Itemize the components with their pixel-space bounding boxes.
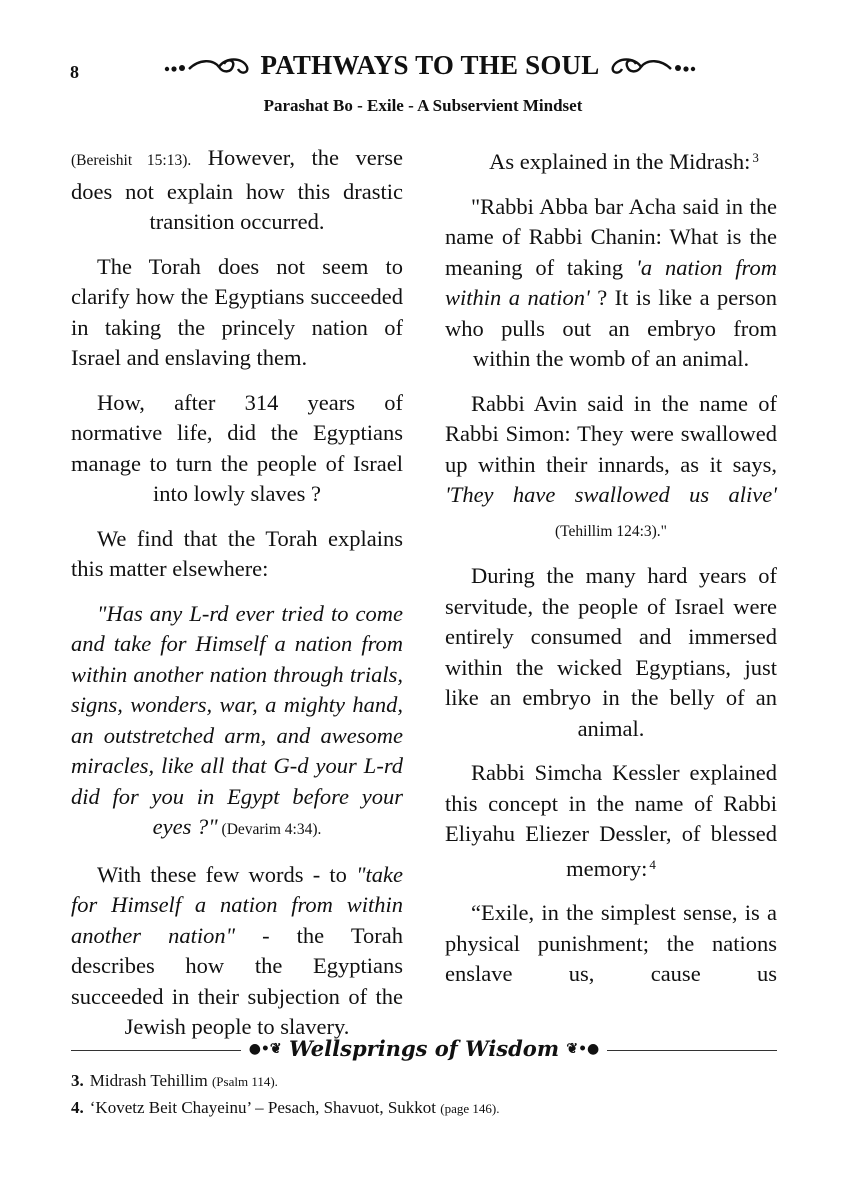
footnote: 3. Midrash Tehillim (Psalm 114). <box>71 1071 278 1090</box>
footnotes <box>71 1068 777 1122</box>
citation: (Tehillim 124:3)." <box>554 522 667 540</box>
paragraph <box>71 599 403 846</box>
paragraph: With these few words - to "take for Himself a nation from within another nation" - the Torah describes how the Egyptians succeeded in their subjection of the Jewish people to slavery. <box>71 861 403 1039</box>
footnote-marker: 3 <box>752 150 759 165</box>
left-flourish-icon <box>161 53 251 79</box>
header-subtitle: Parashat Bo - Exile - A Subservient Mindset <box>263 96 583 115</box>
verse-quote: "take for Himself a nation from within another nation" <box>71 861 403 948</box>
verse-quote: "Has any L-rd ever tried to come and take for Himself a nation from within another nation through trials, signs, wonders, war, a mighty hand, an outstretched arm, and awesome miracles, like all that G-d your L-rd did for you in Egypt before your eyes ?" <box>71 600 403 839</box>
paragraph: "Rabbi Abba bar Acha said in the name of Rabbi Chanin: What is the meaning of taking 'a nation from within a nation' ? It is like a person who pulls out an embryo from within the womb of an animal. <box>445 193 778 371</box>
header-title: PATHWAYS TO THE SOUL <box>260 50 600 80</box>
footnote: 4. ‘Kovetz Beit Chayeinu’ – Pesach, Shavuot, Sukkot (page 146). <box>71 1098 500 1117</box>
verse-quote: 'a nation from within a nation' <box>445 254 777 310</box>
paragraph: We find that the Torah explains this matter elsewhere: <box>71 525 403 581</box>
footnote-divider <box>71 1036 777 1064</box>
left-column <box>71 143 403 1057</box>
paragraph: During the many hard years of servitude, the people of Israel were entirely consumed and immersed within the wicked Egyptians, just like an embryo in the belly of an animal. <box>445 563 777 741</box>
paragraph: How, after 314 years of normative life, did the Egyptians manage to turn the people of Israel into lowly slaves ? <box>71 389 403 506</box>
right-flourish-icon <box>609 53 699 79</box>
paragraph: As explained in the Midrash: $^3$ <box>489 149 759 174</box>
ornament-icon: ❦•● <box>566 1041 600 1057</box>
paragraph: The Torah does not seem to clarify how the Egyptians succeeded in taking the princely nation of Israel and enslaving them. <box>71 253 403 370</box>
paragraph: Rabbi Simcha Kessler explained this concept in the name of Rabbi Eliyahu Eliezer Dessler, of blessed memory: $^4$ <box>445 760 777 881</box>
page-number: 8 <box>70 62 79 82</box>
footnote-marker: 4 <box>649 856 656 872</box>
running-header <box>130 50 730 81</box>
ornament-icon: ●•❦ <box>248 1041 282 1057</box>
paragraph: Rabbi Avin said in the name of Rabbi Simon: They were swallowed up within their innards, as it says, 'They have swallowed us alive' (Tehillim 124:3)." <box>445 390 777 540</box>
paragraph: (Bereishit 15:13). However, the verse does not explain how this drastic transition occurred. <box>71 145 403 234</box>
citation: (Devarim 4:34). <box>217 821 322 838</box>
right-column <box>445 143 777 1004</box>
verse-quote: 'They have swallowed us alive' <box>445 482 777 507</box>
paragraph: “Exile, in the simplest sense, is a physical punishment; the nations enslave us, cause us <box>445 900 777 986</box>
citation: (Bereishit 15:13). <box>71 152 192 169</box>
divider-label: Wellsprings of Wisdom <box>288 1036 560 1061</box>
